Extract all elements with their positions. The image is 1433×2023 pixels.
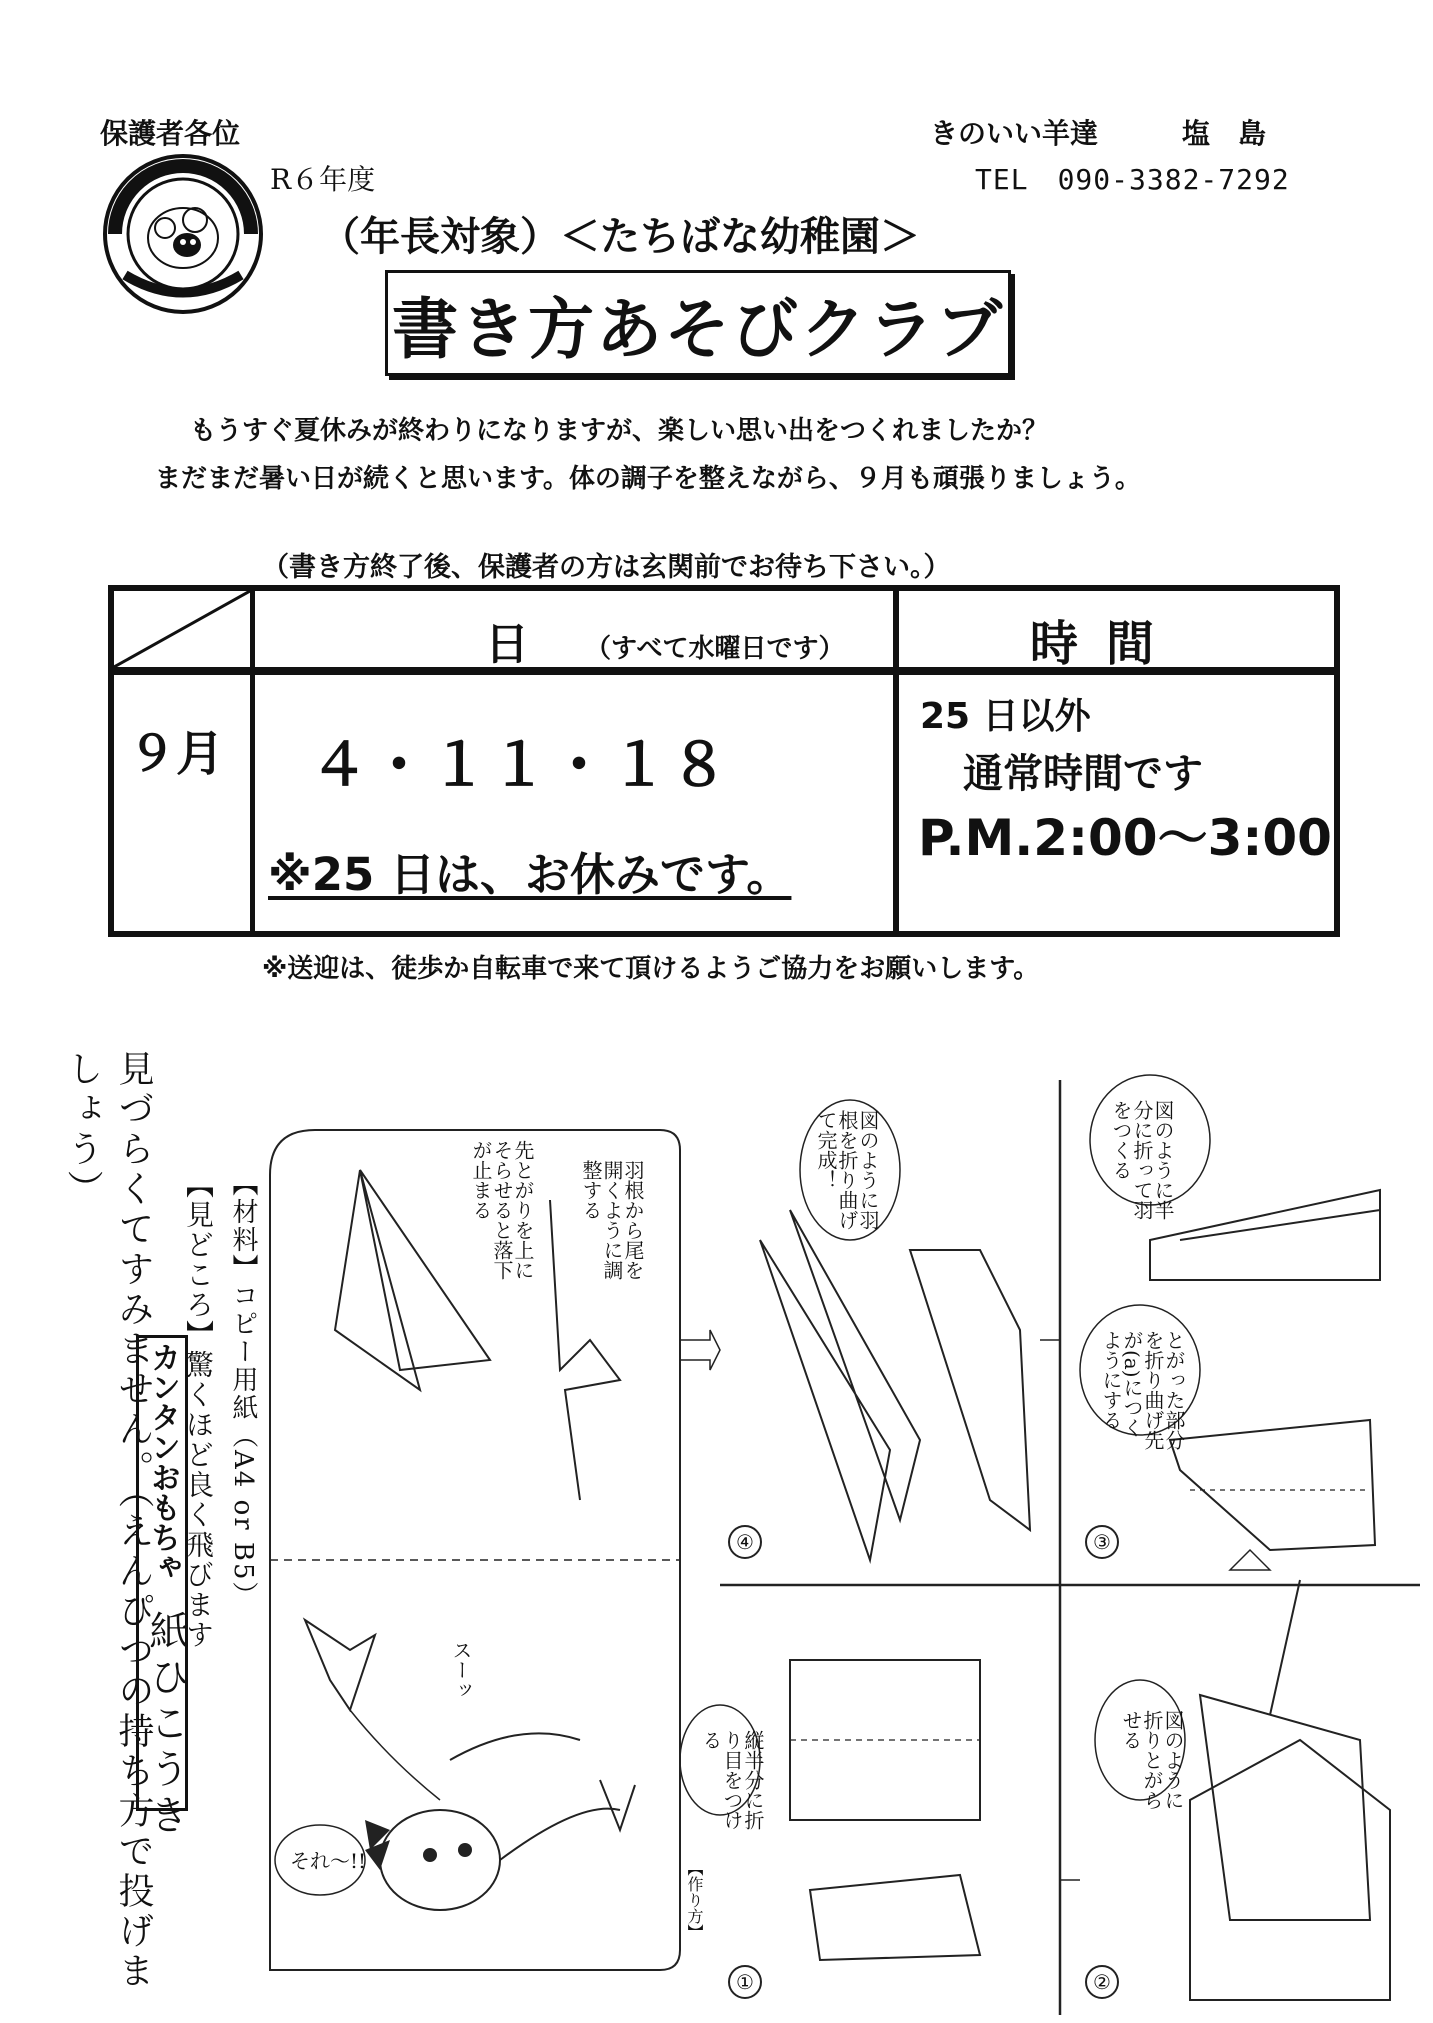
craft-howto-label: 【作り方】	[685, 1860, 704, 1940]
header-time: 時間	[1030, 616, 1183, 672]
toy-label: カンタンおもちゃ	[145, 1342, 180, 1582]
pickup-note: （書き方終了後、保護者の方は玄関前でお待ち下さい。）	[262, 552, 951, 583]
note-step2: 図のように折りとがらせる	[1119, 1710, 1185, 1810]
schedule-month: ９月	[128, 726, 225, 782]
sheep-logo	[95, 150, 270, 315]
time-line-1: 25 日以外	[920, 696, 1091, 737]
fiscal-year: R６年度	[270, 163, 376, 196]
step-4-number: ④	[728, 1525, 762, 1559]
title-frame	[385, 270, 1011, 376]
throw-shout: それ〜!!	[290, 1849, 367, 1873]
page-title: 書き方あそびクラブ	[392, 290, 1004, 368]
craft-highlight: 【見どころ】驚くほど良く飛びます	[182, 1170, 215, 1650]
table-col-divider-2	[893, 585, 899, 937]
step-2-number: ②	[1085, 1965, 1119, 1999]
note-step4: 図のように羽根を折り曲げて完成！	[814, 1110, 880, 1230]
header-day-note: （すべて水曜日です）	[585, 634, 845, 664]
fly-sound: スーッ	[449, 1640, 473, 1700]
table-border-bottom	[108, 931, 1340, 937]
greeting-line-2: まだまだ暑い日が続くと思います。体の調子を整えながら、９月も頑張りましょう。	[155, 464, 1141, 494]
table-col-divider-1	[250, 585, 255, 937]
time-line-3: P.M.2:00～3:00	[918, 809, 1332, 867]
addressee: 保護者各位	[100, 117, 241, 150]
table-border-top	[108, 585, 1340, 591]
table-border-right	[1334, 585, 1340, 937]
phone-number: TEL 090-3382-7292	[975, 163, 1290, 196]
craft-tagline: 見づらくてすみません。（えんぴつの持ち方で投げましょう）	[62, 1050, 154, 1992]
subtitle: （年長対象）＜たちばな幼稚園＞	[320, 214, 920, 260]
step-1-number: ①	[728, 1965, 762, 1999]
note-tip2: 先とがりを上にそらせると落下が止まる	[469, 1140, 535, 1280]
table-corner-slash	[114, 591, 250, 667]
toy-name: 紙ひこうき	[143, 1610, 189, 1840]
time-line-2: 通常時間です	[963, 751, 1203, 797]
craft-material: 【材料】コピー用紙（A4 or B5）	[228, 1170, 258, 1610]
note-step3b: 図のように半分に折って羽をつくる	[1109, 1100, 1175, 1220]
organization-name: きのいい羊達 塩 島	[930, 117, 1267, 150]
holiday-note: ※25 日は、お休みです。	[268, 848, 792, 901]
greeting-line-1: もうすぐ夏休みが終わりになりますが、楽しい思い出をつくれましたか？	[190, 416, 1049, 446]
note-step3a: とがった部分を折り曲げ先が(a)につくようにする	[1099, 1330, 1186, 1450]
step-3-number: ③	[1085, 1525, 1119, 1559]
note-tip1: 羽根から尾を開くように調整する	[579, 1160, 645, 1280]
schedule-dates: ４・１１・１８	[310, 731, 731, 799]
note-step1: 縦半分に折り目をつける	[699, 1730, 765, 1830]
header-day: 日	[485, 619, 529, 670]
transport-note: ※送迎は、徒歩か自転車で来て頂けるようご協力をお願いします。	[262, 954, 1040, 984]
